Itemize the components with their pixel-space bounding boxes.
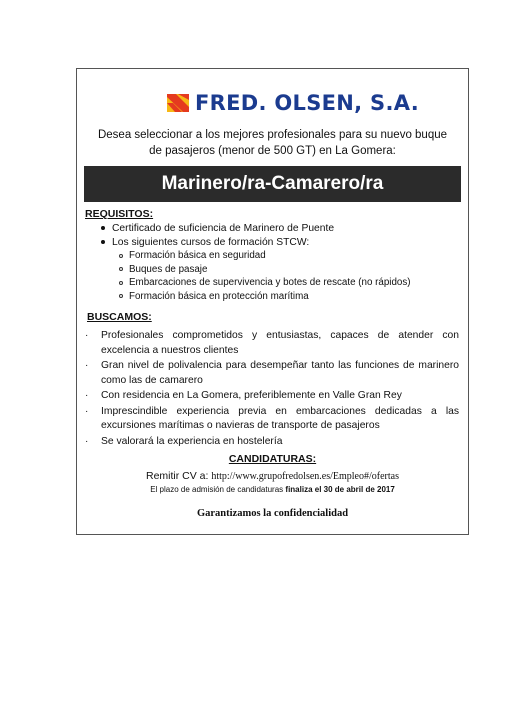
course-text: Formación básica en seguridad — [129, 250, 266, 262]
list-item — [85, 435, 459, 450]
list-item — [101, 235, 411, 249]
remit-cv-line — [77, 470, 468, 482]
buscamos-text: Gran nivel de polivalencia para desempeñar tanto las funciones de marinero como las de camarero — [101, 360, 459, 386]
intro-line-2: de pasajeros (menor de 500 GT) en La Gomera: — [149, 145, 396, 157]
buscamos-text: Se valorará la experiencia en hostelería — [101, 435, 283, 447]
job-posting-frame — [76, 68, 469, 535]
bullet-icon: · — [85, 435, 89, 447]
list-item — [119, 263, 411, 277]
list-item — [119, 276, 411, 290]
circle-bullet-icon — [119, 254, 123, 258]
circle-bullet-icon — [119, 267, 123, 271]
candidaturas-heading: CANDIDATURAS: — [228, 453, 317, 465]
circle-bullet-icon — [119, 294, 123, 298]
list-item — [85, 405, 459, 434]
list-item — [85, 329, 459, 358]
list-item — [101, 221, 411, 235]
list-item — [85, 389, 459, 404]
courses-list — [101, 249, 411, 303]
bullet-icon — [101, 240, 105, 244]
buscamos-text: Profesionales comprometidos y entusiastas, capaces de atender con excelencia a nuestros clientes — [101, 330, 459, 356]
intro-text — [83, 127, 462, 159]
remit-label: Remitir CV a: — [145, 470, 209, 482]
bullet-icon: · — [85, 390, 89, 401]
company-logo — [165, 89, 419, 117]
circle-bullet-icon — [119, 281, 123, 285]
list-item — [119, 249, 411, 263]
bullet-icon: · — [85, 360, 89, 371]
buscamos-text: Con residencia en La Gomera, preferiblemente en Valle Gran Rey — [101, 390, 402, 401]
deadline-prefix: El plazo de admisión de candidaturas — [150, 485, 284, 494]
requisitos-list — [101, 221, 411, 303]
course-text: Formación básica en protección marítima — [129, 290, 309, 302]
intro-line-1: Desea seleccionar a los mejores profesionales para su nuevo buque — [97, 129, 448, 141]
buscamos-list — [85, 329, 459, 450]
list-item — [119, 290, 411, 304]
bullet-icon: · — [85, 330, 89, 341]
requisito-text: Los siguientes cursos de formación STCW: — [112, 236, 310, 248]
course-text: Embarcaciones de supervivencia y botes de rescate (no rápidos) — [129, 277, 411, 289]
buscamos-text: Imprescindible experiencia previa en embarcaciones dedicadas a las excursiones marítimas o navieras de transporte de pasajeros — [101, 405, 459, 431]
bullet-icon: · — [85, 405, 89, 417]
job-title: Marinero/ra-Camarero/ra — [161, 173, 384, 194]
confidentiality-note: Garantizamos la confidencialidad — [196, 508, 349, 519]
course-text: Buques de pasaje — [129, 263, 208, 275]
bullet-icon — [101, 226, 105, 230]
fred-olsen-flag-logo-icon — [165, 92, 191, 114]
requisito-text: Certificado de suficiencia de Marinero de Puente — [112, 222, 335, 234]
list-item — [85, 359, 459, 388]
company-name: FRED. OLSEN, S.A. — [195, 91, 419, 115]
deadline-date: finaliza el 30 de abril de 2017 — [285, 485, 395, 494]
offers-link[interactable]: http://www.grupofredolsen.es/Empleo#/ofertas — [211, 471, 399, 482]
requisitos-heading: REQUISITOS: — [85, 208, 154, 220]
job-title-banner — [84, 166, 461, 202]
buscamos-heading: BUSCAMOS: — [87, 311, 152, 323]
deadline-note — [77, 485, 468, 494]
